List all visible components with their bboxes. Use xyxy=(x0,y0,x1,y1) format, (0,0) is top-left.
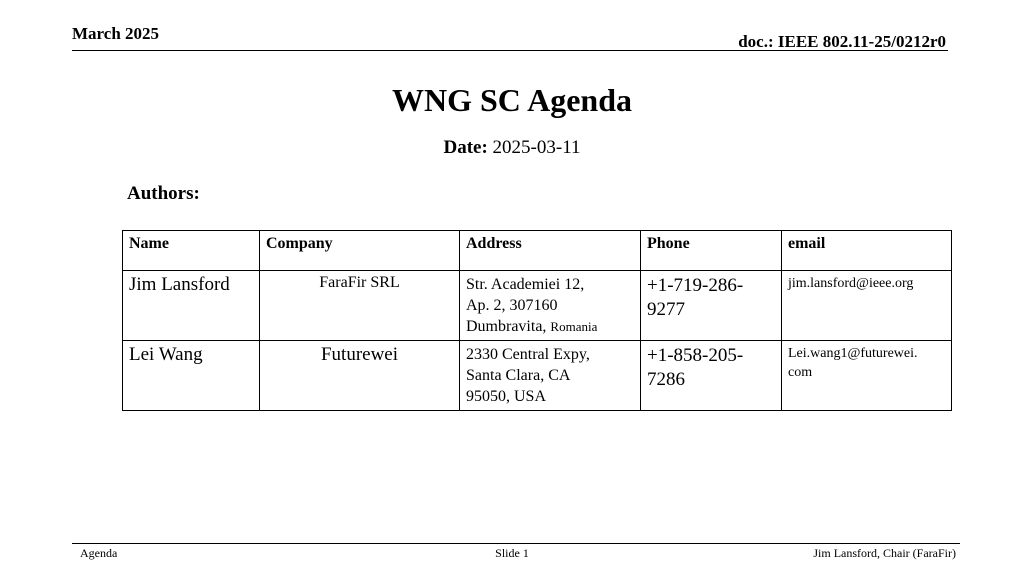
author-phone xyxy=(641,341,782,411)
header-date: March 2025 xyxy=(72,24,160,43)
table-header-row xyxy=(123,231,952,271)
slide-title: WNG SC Agenda xyxy=(391,82,633,118)
author-name: Lei Wang xyxy=(123,341,260,411)
footer-author: Jim Lansford, Chair (FaraFir) xyxy=(813,546,956,560)
author-address xyxy=(460,271,641,341)
date-value: 2025-03-11 xyxy=(487,137,581,158)
author-email xyxy=(782,341,952,411)
address-line: Str. Academiei 12, xyxy=(466,276,585,293)
email-line: jim.lansford@ieee.org xyxy=(788,276,914,291)
authors-heading: Authors: xyxy=(127,183,200,204)
email-line: Lei.wang1@futurewei. xyxy=(788,346,918,361)
column-header-company: Company xyxy=(260,231,460,271)
address-country: Romania xyxy=(550,319,598,334)
phone-line: 9277 xyxy=(647,299,685,320)
phone-line: 7286 xyxy=(647,369,685,390)
table-row xyxy=(123,341,952,411)
address-line: 2330 Central Expy, xyxy=(466,346,590,363)
column-header-phone: Phone xyxy=(641,231,782,271)
author-phone xyxy=(641,271,782,341)
header-rule xyxy=(72,50,948,51)
footer-slide-number: Slide 1 xyxy=(495,546,529,560)
header-doc-id: doc.: IEEE 802.11-25/0212r0 xyxy=(738,32,946,51)
footer-left: Agenda xyxy=(80,546,118,560)
authors-table xyxy=(122,230,952,411)
address-line: 95050, USA xyxy=(466,388,547,405)
column-header-address: Address xyxy=(460,231,641,271)
author-company: Futurewei xyxy=(260,341,460,411)
footer-rule xyxy=(72,543,960,544)
author-address xyxy=(460,341,641,411)
date-label: Date: xyxy=(443,137,488,158)
author-company: FaraFir SRL xyxy=(260,271,460,341)
address-line: Dumbravita, xyxy=(466,318,551,335)
author-name: Jim Lansford xyxy=(123,271,260,341)
phone-line: +1-719-286- xyxy=(647,275,744,296)
date-line xyxy=(0,137,1024,159)
address-line: Ap. 2, 307160 xyxy=(466,297,558,314)
column-header-name: Name xyxy=(123,231,260,271)
column-header-email: email xyxy=(782,231,952,271)
author-email xyxy=(782,271,952,341)
address-line: Santa Clara, CA xyxy=(466,367,571,384)
email-line: com xyxy=(788,365,813,380)
table-row xyxy=(123,271,952,341)
phone-line: +1-858-205- xyxy=(647,345,744,366)
